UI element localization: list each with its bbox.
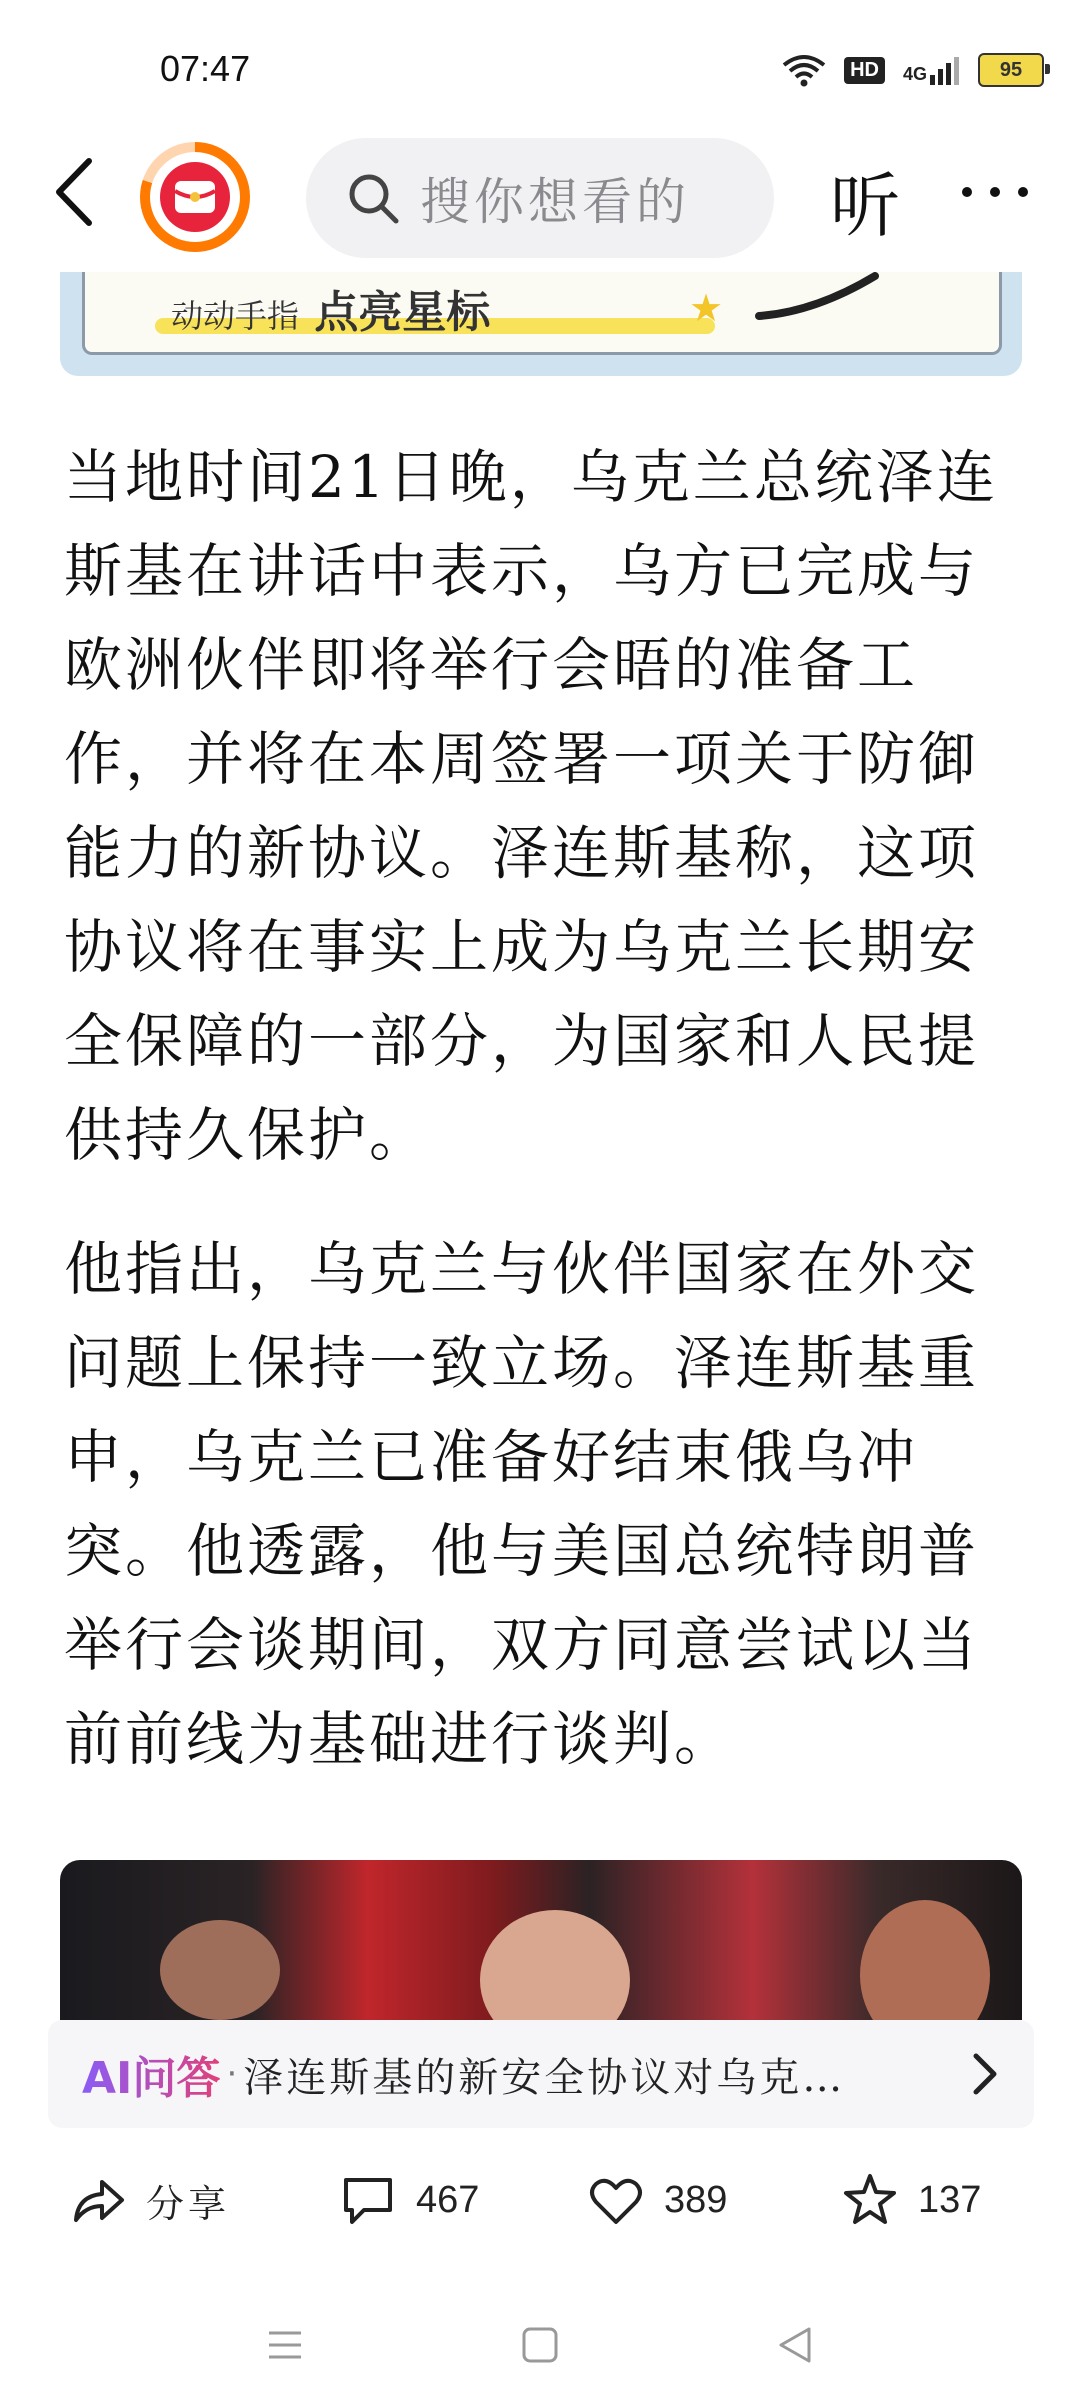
article-paragraph: 当地时间21日晚，乌克兰总统泽连斯基在讲话中表示，乌方已完成与欧洲伙伴即将举行会晤的准备工作，并将在本周签署一项关于防御能力的新协议。泽连斯基称，这项协议将在事实上成为乌克兰长期安全保障的一部分，为国家和人民提供持久保护。 (64, 443, 998, 1169)
ai-qa-bar[interactable] (48, 2020, 1034, 2128)
signal-icon (903, 55, 960, 85)
more-button[interactable] (955, 152, 1035, 232)
battery-level: 95 (999, 58, 1023, 81)
red-envelope-icon (173, 179, 217, 215)
system-nav-bar (0, 2300, 1080, 2390)
chevron-right-icon (964, 2050, 1004, 2098)
article-paragraph: 他指出，乌克兰与伙伴国家在外交问题上保持一致立场。泽连斯基重申，乌克兰已准备好结束俄乌冲突。他透露，他与美国总统特朗普举行会谈期间，双方同意尝试以当前前线为基础进行谈判。 (64, 1235, 980, 1773)
banner-text (171, 276, 490, 340)
app-logo[interactable] (140, 142, 250, 252)
menu-icon (265, 2327, 305, 2363)
share-label: 分享 (146, 2181, 231, 2226)
battery-indicator (978, 53, 1044, 87)
favorite-button[interactable] (842, 2145, 981, 2255)
action-bar (0, 2145, 1080, 2255)
article-image[interactable] (60, 1860, 1022, 2020)
heart-icon (588, 2172, 644, 2228)
more-icon (960, 185, 1030, 199)
like-button[interactable] (588, 2145, 727, 2255)
banner-card (82, 272, 1002, 355)
status-bar (0, 0, 1080, 120)
search-icon (346, 171, 400, 225)
comment-button[interactable] (340, 2145, 479, 2255)
home-button[interactable] (515, 2320, 565, 2370)
comment-count: 467 (416, 2178, 480, 2221)
favorite-count: 137 (918, 2178, 982, 2221)
top-nav (0, 130, 1080, 260)
share-button[interactable] (70, 2145, 230, 2255)
hd-badge: HD (844, 57, 885, 84)
chevron-left-icon (53, 157, 97, 227)
status-icons (782, 50, 1044, 90)
listen-button[interactable]: 听 (830, 165, 900, 247)
banner-text-bold: 点亮星标 (314, 287, 491, 338)
article-body (64, 430, 1014, 1826)
banner-text-small: 动动手指 (171, 297, 300, 335)
ai-qa-separator: · (226, 2054, 238, 2094)
comment-icon (340, 2172, 396, 2228)
back-system-button[interactable] (770, 2320, 820, 2370)
status-time: 07:47 (160, 48, 251, 89)
square-icon (521, 2326, 559, 2364)
recent-apps-button[interactable] (260, 2320, 310, 2370)
like-count: 389 (664, 2178, 728, 2221)
search-box[interactable] (306, 138, 774, 258)
ai-qa-question: 泽连斯基的新安全协议对乌克… (243, 2054, 846, 2101)
star-outline-icon (842, 2172, 898, 2228)
star-icon: ★ (689, 286, 724, 330)
follow-banner[interactable] (60, 272, 1022, 376)
wifi-icon (782, 53, 826, 87)
ai-qa-label: AI问答 (82, 2042, 220, 2106)
triangle-back-icon (775, 2325, 815, 2365)
search-placeholder: 搜你想看的 (420, 173, 690, 231)
share-icon (70, 2172, 126, 2228)
arrow-stroke-icon (755, 272, 935, 332)
network-type: 4G (902, 64, 927, 84)
back-button[interactable] (40, 152, 110, 232)
